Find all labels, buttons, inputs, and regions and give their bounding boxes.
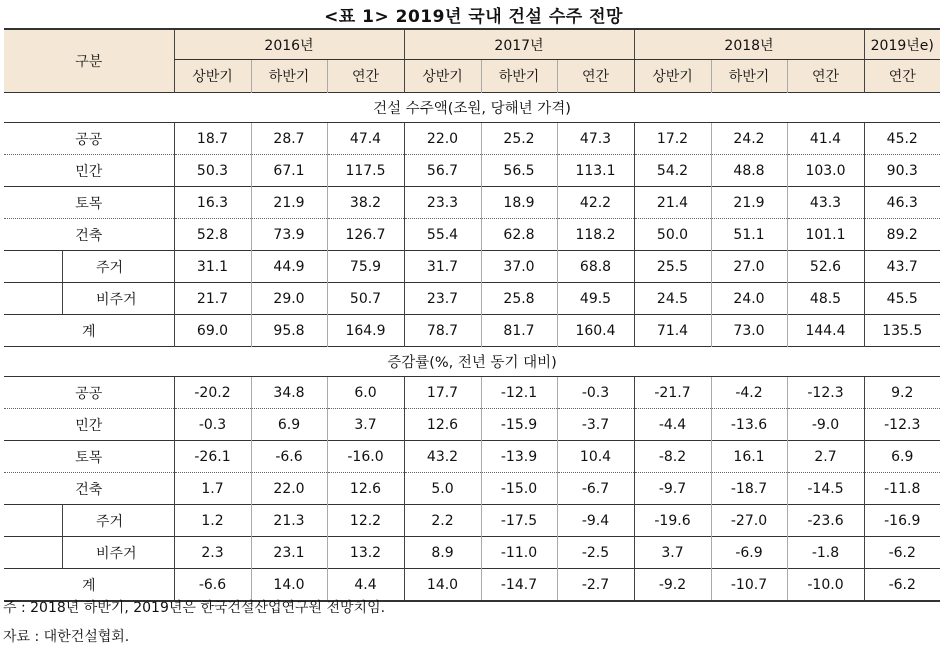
value-cell: 6.0: [327, 377, 404, 409]
value-cell: 71.4: [634, 315, 711, 347]
value-cell: 38.2: [327, 187, 404, 219]
value-cell: 3.7: [634, 537, 711, 569]
period-header: 연간: [327, 60, 404, 93]
value-cell: 164.9: [327, 315, 404, 347]
period-header: 연간: [864, 60, 940, 93]
row-label: 주거: [4, 505, 174, 537]
value-cell: -1.8: [787, 537, 864, 569]
value-cell: 31.7: [404, 251, 481, 283]
value-cell: -27.0: [711, 505, 787, 537]
value-cell: 56.5: [481, 155, 557, 187]
value-cell: 90.3: [864, 155, 940, 187]
value-cell: 48.5: [787, 283, 864, 315]
table-row: [4, 187, 940, 219]
value-cell: 42.2: [557, 187, 634, 219]
period-header: 하반기: [481, 60, 557, 93]
value-cell: 9.2: [864, 377, 940, 409]
period-header: 연간: [557, 60, 634, 93]
value-cell: 25.2: [481, 123, 557, 155]
value-cell: 48.8: [711, 155, 787, 187]
value-cell: 50.3: [174, 155, 251, 187]
year-header: 2019년e): [864, 29, 940, 60]
value-cell: -3.7: [557, 409, 634, 441]
value-cell: 17.2: [634, 123, 711, 155]
value-cell: 49.5: [557, 283, 634, 315]
value-cell: 25.8: [481, 283, 557, 315]
value-cell: 113.1: [557, 155, 634, 187]
value-cell: 24.0: [711, 283, 787, 315]
value-cell: 117.5: [327, 155, 404, 187]
value-cell: -12.1: [481, 377, 557, 409]
value-cell: 16.1: [711, 441, 787, 473]
value-cell: 24.5: [634, 283, 711, 315]
value-cell: -6.6: [251, 441, 327, 473]
table-row: [4, 473, 940, 505]
value-cell: 23.7: [404, 283, 481, 315]
value-cell: 4.4: [327, 569, 404, 602]
value-cell: -0.3: [557, 377, 634, 409]
period-header: 상반기: [174, 60, 251, 93]
value-cell: 67.1: [251, 155, 327, 187]
value-cell: -15.0: [481, 473, 557, 505]
table-source: 자료 : 대한건설협회.: [3, 629, 130, 645]
table-body: [4, 93, 940, 602]
value-cell: -12.3: [787, 377, 864, 409]
value-cell: 50.0: [634, 219, 711, 251]
value-cell: 101.1: [787, 219, 864, 251]
value-cell: 18.7: [174, 123, 251, 155]
value-cell: 160.4: [557, 315, 634, 347]
value-cell: 2.3: [174, 537, 251, 569]
row-label: 주거: [4, 251, 174, 283]
table-row: [4, 377, 940, 409]
value-cell: 54.2: [634, 155, 711, 187]
value-cell: -0.3: [174, 409, 251, 441]
value-cell: -9.0: [787, 409, 864, 441]
value-cell: 78.7: [404, 315, 481, 347]
value-cell: -6.6: [174, 569, 251, 602]
value-cell: 21.4: [634, 187, 711, 219]
table-row: [4, 251, 940, 283]
value-cell: -9.2: [634, 569, 711, 602]
value-cell: 21.3: [251, 505, 327, 537]
table-note: 주 : 2018년 하반기, 2019년은 한국건설산업연구원 전망치임.: [3, 600, 386, 616]
value-cell: 17.7: [404, 377, 481, 409]
row-label: 계: [4, 569, 174, 602]
value-cell: 29.0: [251, 283, 327, 315]
value-cell: 43.3: [787, 187, 864, 219]
value-cell: -16.0: [327, 441, 404, 473]
value-cell: 52.8: [174, 219, 251, 251]
value-cell: -17.5: [481, 505, 557, 537]
value-cell: -19.6: [634, 505, 711, 537]
value-cell: -12.3: [864, 409, 940, 441]
value-cell: -8.2: [634, 441, 711, 473]
value-cell: 47.4: [327, 123, 404, 155]
value-cell: 23.1: [251, 537, 327, 569]
value-cell: 8.9: [404, 537, 481, 569]
value-cell: 12.6: [404, 409, 481, 441]
section-header-row: [4, 93, 940, 123]
value-cell: 2.7: [787, 441, 864, 473]
value-cell: 34.8: [251, 377, 327, 409]
value-cell: 21.9: [711, 187, 787, 219]
value-cell: 47.3: [557, 123, 634, 155]
value-cell: 28.7: [251, 123, 327, 155]
section-header-row: [4, 347, 940, 377]
value-cell: 103.0: [787, 155, 864, 187]
value-cell: -15.9: [481, 409, 557, 441]
value-cell: -4.4: [634, 409, 711, 441]
value-cell: -10.7: [711, 569, 787, 602]
value-cell: -26.1: [174, 441, 251, 473]
value-cell: -14.5: [787, 473, 864, 505]
value-cell: 25.5: [634, 251, 711, 283]
value-cell: 46.3: [864, 187, 940, 219]
value-cell: 81.7: [481, 315, 557, 347]
value-cell: -10.0: [787, 569, 864, 602]
value-cell: 6.9: [251, 409, 327, 441]
value-cell: 118.2: [557, 219, 634, 251]
value-cell: 144.4: [787, 315, 864, 347]
value-cell: -11.0: [481, 537, 557, 569]
row-label: 민간: [4, 409, 174, 441]
value-cell: -6.9: [711, 537, 787, 569]
value-cell: 21.7: [174, 283, 251, 315]
value-cell: 23.3: [404, 187, 481, 219]
value-cell: 62.8: [481, 219, 557, 251]
value-cell: 24.2: [711, 123, 787, 155]
value-cell: 75.9: [327, 251, 404, 283]
value-cell: 73.9: [251, 219, 327, 251]
value-cell: 69.0: [174, 315, 251, 347]
value-cell: 1.2: [174, 505, 251, 537]
value-cell: 73.0: [711, 315, 787, 347]
value-cell: 45.2: [864, 123, 940, 155]
section-title: 증감률(%, 전년 동기 대비): [4, 347, 940, 377]
value-cell: 13.2: [327, 537, 404, 569]
year-header: 2016년: [174, 29, 404, 60]
value-cell: 1.7: [174, 473, 251, 505]
table-row: [4, 283, 940, 315]
section-title: 건설 수주액(조원, 당해년 가격): [4, 93, 940, 123]
table-row: [4, 155, 940, 187]
row-label: 계: [4, 315, 174, 347]
value-cell: -13.9: [481, 441, 557, 473]
value-cell: 95.8: [251, 315, 327, 347]
value-cell: 22.0: [404, 123, 481, 155]
value-cell: 18.9: [481, 187, 557, 219]
value-cell: -2.7: [557, 569, 634, 602]
value-cell: -9.4: [557, 505, 634, 537]
period-header: 상반기: [404, 60, 481, 93]
value-cell: 6.9: [864, 441, 940, 473]
year-header: 2017년: [404, 29, 634, 60]
row-label: 건축: [4, 219, 174, 251]
value-cell: 41.4: [787, 123, 864, 155]
value-cell: 10.4: [557, 441, 634, 473]
value-cell: 50.7: [327, 283, 404, 315]
row-label: 공공: [4, 377, 174, 409]
group-header: 구분: [4, 29, 174, 93]
table-row: [4, 315, 940, 347]
value-cell: 44.9: [251, 251, 327, 283]
table-row: [4, 409, 940, 441]
row-label: 민간: [4, 155, 174, 187]
value-cell: 12.6: [327, 473, 404, 505]
table-row: [4, 219, 940, 251]
value-cell: -16.9: [864, 505, 940, 537]
value-cell: -4.2: [711, 377, 787, 409]
table-row: [4, 123, 940, 155]
value-cell: -23.6: [787, 505, 864, 537]
value-cell: 68.8: [557, 251, 634, 283]
value-cell: -6.2: [864, 569, 940, 602]
value-cell: 12.2: [327, 505, 404, 537]
value-cell: 14.0: [251, 569, 327, 602]
row-label: 토목: [4, 187, 174, 219]
value-cell: 21.9: [251, 187, 327, 219]
table-row: [4, 441, 940, 473]
value-cell: -9.7: [634, 473, 711, 505]
value-cell: 43.7: [864, 251, 940, 283]
value-cell: 27.0: [711, 251, 787, 283]
row-label: 공공: [4, 123, 174, 155]
value-cell: 31.1: [174, 251, 251, 283]
value-cell: 52.6: [787, 251, 864, 283]
value-cell: 2.2: [404, 505, 481, 537]
value-cell: -6.2: [864, 537, 940, 569]
value-cell: 43.2: [404, 441, 481, 473]
value-cell: 22.0: [251, 473, 327, 505]
value-cell: 3.7: [327, 409, 404, 441]
period-header: 상반기: [634, 60, 711, 93]
year-header: 2018년: [634, 29, 864, 60]
value-cell: 56.7: [404, 155, 481, 187]
value-cell: 37.0: [481, 251, 557, 283]
value-cell: -20.2: [174, 377, 251, 409]
value-cell: -21.7: [634, 377, 711, 409]
value-cell: 51.1: [711, 219, 787, 251]
value-cell: -6.7: [557, 473, 634, 505]
value-cell: -18.7: [711, 473, 787, 505]
value-cell: 126.7: [327, 219, 404, 251]
table-row: [4, 537, 940, 569]
row-label: 건축: [4, 473, 174, 505]
value-cell: -2.5: [557, 537, 634, 569]
value-cell: 5.0: [404, 473, 481, 505]
row-label: 토목: [4, 441, 174, 473]
value-cell: 14.0: [404, 569, 481, 602]
construction-orders-table: [4, 28, 940, 602]
value-cell: 45.5: [864, 283, 940, 315]
value-cell: -13.6: [711, 409, 787, 441]
table-row: [4, 505, 940, 537]
row-label: 비주거: [4, 537, 174, 569]
value-cell: 16.3: [174, 187, 251, 219]
period-header: 하반기: [711, 60, 787, 93]
value-cell: 135.5: [864, 315, 940, 347]
value-cell: 89.2: [864, 219, 940, 251]
period-header: 하반기: [251, 60, 327, 93]
table-title: <표 1> 2019년 국내 건설 수주 전망: [324, 7, 623, 27]
value-cell: 55.4: [404, 219, 481, 251]
period-header: 연간: [787, 60, 864, 93]
value-cell: -14.7: [481, 569, 557, 602]
row-label: 비주거: [4, 283, 174, 315]
value-cell: -11.8: [864, 473, 940, 505]
